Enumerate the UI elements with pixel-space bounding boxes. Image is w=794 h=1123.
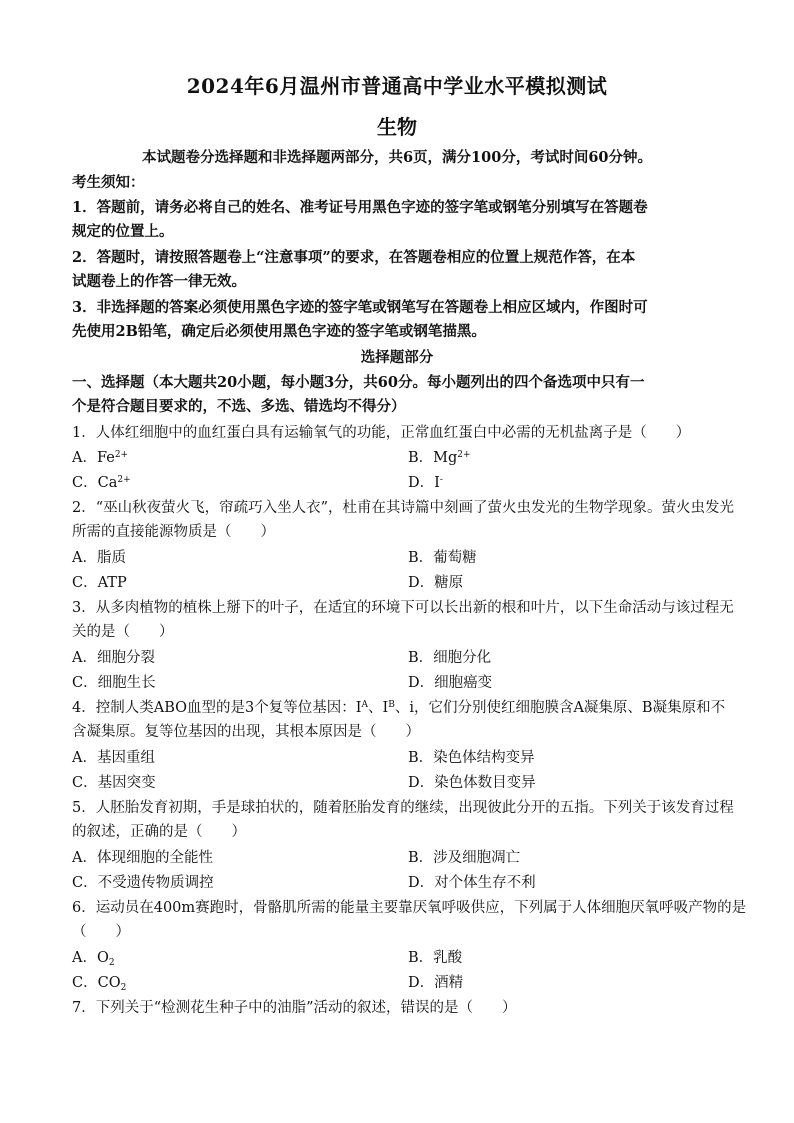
question-6-option-c[interactable]: C．$CO_2$ (72, 975, 127, 993)
subject-title: 生物 (377, 115, 417, 139)
question-4-option-b[interactable]: B．染色体结构变异 (408, 750, 535, 766)
question-4-stem: 4．控制人类ABO血型的是3个复等位基因：$I^A$、$I^B$、i，它们分别使红细胞膜含A凝集原、B凝集原和不 (72, 700, 726, 716)
question-1-option-d[interactable]: D．I- (408, 475, 443, 491)
question-2-option-b[interactable]: B．葡萄糖 (408, 550, 477, 566)
section-instructions-cont: 个是符合题目要求的，不选、多选、错选均不得分） (72, 398, 406, 415)
question-5-option-a[interactable]: A．体现细胞的全能性 (72, 850, 213, 866)
question-4-option-c[interactable]: C．基因突变 (72, 775, 156, 791)
question-3-option-b[interactable]: B．细胞分化 (408, 650, 492, 666)
question-4-stem-cont: 含凝集原。复等位基因的出现，其根本原因是（ ） (72, 724, 420, 740)
question-5-stem: 5．人胚胎发育初期，手是球拍状的，随着胚胎发育的继续，出现彼此分开的五指。下列关于该发育过程 (72, 800, 734, 816)
notice-item-2-cont: 试题卷上的作答一律无效。 (72, 273, 246, 290)
notice-item-2: 2．答题时，请按照答题卷上“注意事项”的要求，在答题卷相应的位置上规范作答，在本 (72, 249, 636, 266)
notice-item-3: 3．非选择题的答案必须使用黑色字迹的签字笔或钢笔写在答题卷上相应区域内，作图时可 (72, 299, 648, 316)
question-5-stem-cont: 的叙述，正确的是（ ） (72, 824, 246, 840)
question-3-option-d[interactable]: D．细胞癌变 (408, 675, 493, 691)
question-4-option-d[interactable]: D．染色体数目变异 (408, 775, 536, 791)
question-5-option-b[interactable]: B．涉及细胞凋亡 (408, 850, 521, 866)
question-1-option-b[interactable]: B．$Mg^{2+}$ (408, 450, 471, 466)
notice-item-1-cont: 规定的位置上。 (72, 223, 174, 240)
question-2-stem: 2．“巫山秋夜萤火飞，帘疏巧入坐人衣”，杜甫在其诗篇中刻画了萤火虫发光的生物学现象。萤火虫发光 (72, 500, 735, 516)
question-6-option-b[interactable]: B．乳酸 (408, 950, 463, 966)
question-1-option-a[interactable]: A．$Fe^{2+}$ (72, 450, 129, 466)
question-2-option-d[interactable]: D．糖原 (408, 575, 464, 591)
question-2-option-a[interactable]: A．脂质 (72, 550, 126, 566)
question-1-option-c[interactable]: C．$Ca^{2+}$ (72, 475, 131, 491)
question-5-option-d[interactable]: D．对个体生存不利 (408, 875, 536, 891)
question-6-option-a[interactable]: A．$O_2$ (72, 950, 115, 968)
question-1-stem: 1．人体红细胞中的血红蛋白具有运输氧气的功能，正常血红蛋白中必需的无机盐离子是（ ） (72, 425, 691, 441)
exam-summary: 本试题卷分选择题和非选择题两部分，共6页，满分100分，考试时间60分钟。 (141, 149, 653, 166)
question-3-option-a[interactable]: A．细胞分裂 (72, 650, 155, 666)
question-3-stem: 3．从多肉植物的植株上掰下的叶子，在适宜的环境下可以长出新的根和叶片，以下生命活动与该过程无 (72, 600, 734, 616)
question-3-option-c[interactable]: C．细胞生长 (72, 675, 156, 691)
notice-item-3-cont: 先使用2B铅笔，确定后必须使用黑色字迹的签字笔或钢笔描黑。 (72, 323, 486, 340)
question-2-stem-cont: 所需的直接能源物质是（ ） (72, 524, 275, 540)
notice-heading: 考生须知： (72, 174, 145, 191)
exam-title: 2024年6月温州市普通高中学业水平模拟测试 (186, 74, 608, 98)
question-4-option-a[interactable]: A．基因重组 (72, 750, 155, 766)
question-5-option-c[interactable]: C．不受遗传物质调控 (72, 875, 214, 891)
question-6-stem: 6．运动员在400m赛跑时，骨骼肌所需的能量主要靠厌氧呼吸供应，下列属于人体细胞厌氧呼吸产物的是 (72, 900, 747, 916)
question-6-stem-cont: （ ） (72, 924, 130, 940)
notice-item-1: 1．答题前，请务必将自己的姓名、准考证号用黑色字迹的签字笔或钢笔分别填写在答题卷 (72, 199, 648, 216)
question-3-stem-cont: 关的是（ ） (72, 624, 174, 640)
section-instructions: 一、选择题（本大题共20小题，每小题3分，共60分。每小题列出的四个备选项中只有一 (72, 374, 645, 391)
question-2-option-c[interactable]: C．ATP (72, 575, 127, 591)
question-6-option-d[interactable]: D．酒精 (408, 975, 464, 991)
section-heading: 选择题部分 (360, 349, 434, 366)
question-7-stem: 7．下列关于“检测花生种子中的油脂”活动的叙述，错误的是（ ） (72, 1000, 517, 1016)
